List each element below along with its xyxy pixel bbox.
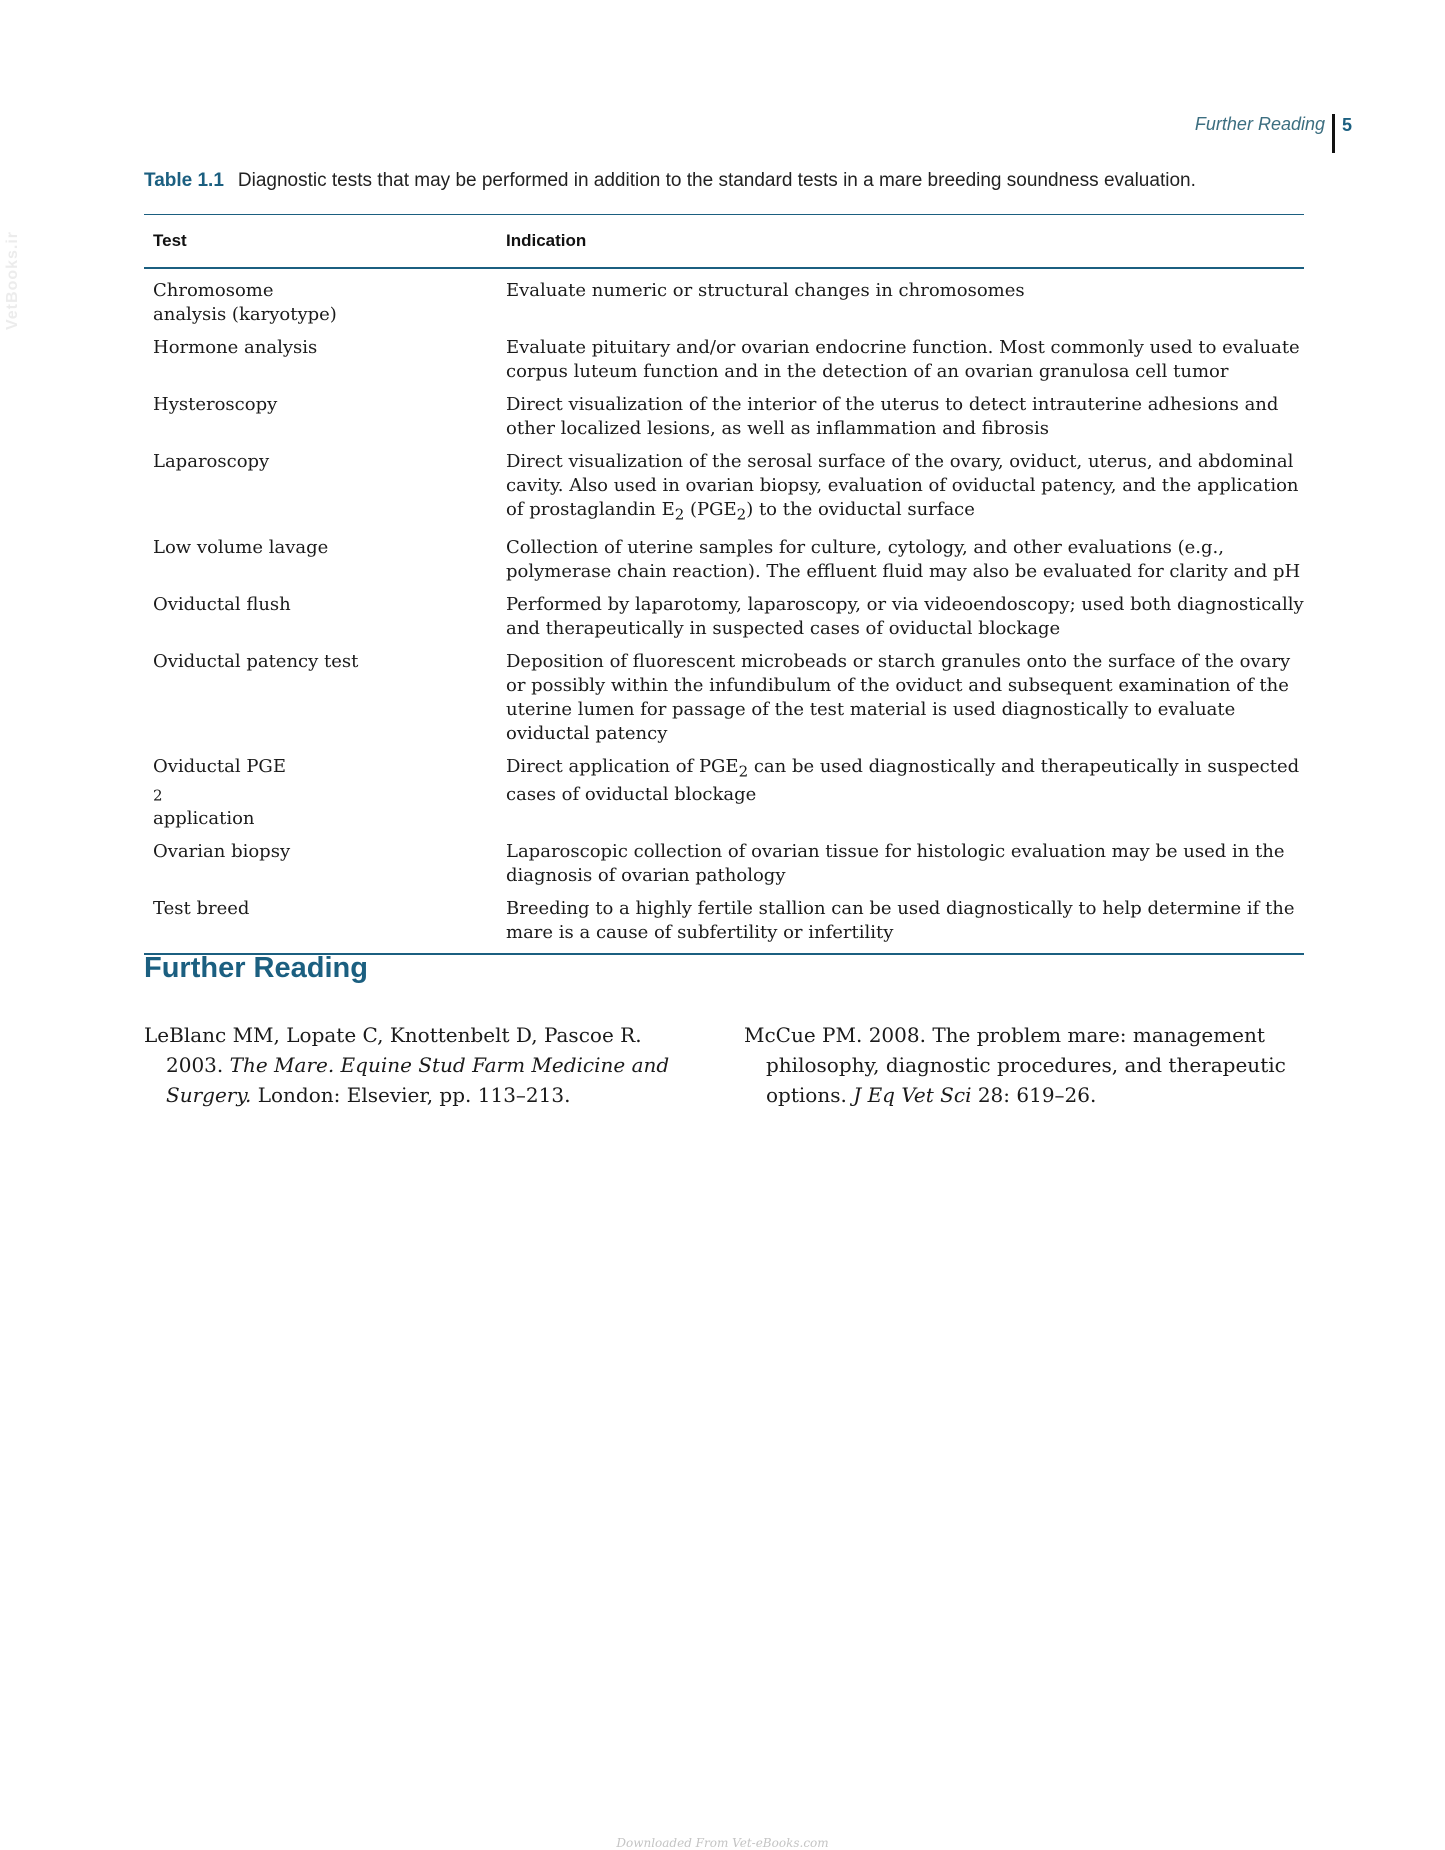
- test-cell: Hormone analysis: [153, 337, 318, 358]
- indication-cell: [497, 450, 1304, 536]
- table-row: [144, 897, 1304, 954]
- indication-text: can be used diagnostically and therapeutically in suspected cases of oviductal blockage: [506, 755, 1300, 806]
- table-row: [144, 840, 1304, 897]
- indication-cell: Evaluate pituitary and/or ovarian endocrine function. Most commonly used to evaluate corpus luteum function and in the detection of an ovarian granulosa cell tumor: [506, 337, 1300, 382]
- reference-authors: McCue PM. 2008. The problem mare: management philosophy, diagnostic procedures, and therapeutic options.: [744, 1023, 1286, 1107]
- test-cell: Ovarian biopsy: [153, 841, 291, 863]
- test-name: Chromosome analysis (karyotype): [153, 280, 337, 325]
- table-label: Table 1.1: [144, 170, 224, 191]
- subscript: 2: [674, 505, 685, 524]
- download-watermark: Downloaded From Vet-eBooks.com: [616, 1836, 829, 1850]
- indication-cell: [497, 755, 1304, 841]
- indication-cell: Direct visualization of the interior of the uterus to detect intrauterine adhesions and other localized lesions, as well as inflammation and fibrosis: [506, 394, 1279, 439]
- table-row: [144, 755, 1304, 841]
- table-caption-text: Diagnostic tests that may be performed in addition to the standard tests in a mare breeding soundness evaluation.: [237, 170, 1196, 191]
- test-cell: Low volume lavage: [153, 536, 329, 558]
- indication-cell: Breeding to a highly fertile stallion can be used diagnostically to help determine if the mare is a cause of subfertility or infertility: [497, 897, 1304, 954]
- indication-text: Direct visualization of the serosal surface of the ovary, oviduct, uterus, and abdominal cavity. Also used in ovarian biopsy, evaluation of oviductal patency, and the application of prostaglandin E: [506, 451, 1299, 520]
- page-number-rule: [1332, 114, 1335, 153]
- running-head: Further Reading: [1194, 114, 1325, 134]
- test-text: application: [153, 808, 255, 830]
- reference-rest: 28: 619–26.: [971, 1083, 1097, 1107]
- diagnostic-tests-table: [144, 214, 1304, 955]
- test-cell: [144, 268, 497, 336]
- test-text: Oviductal PGE: [153, 755, 286, 777]
- table-header-row: [144, 215, 1304, 269]
- reference-authors: LeBlanc MM, Lopate C, Knottenbelt D, Pascoe R. 2003.: [144, 1023, 642, 1077]
- reference-work: J Eq Vet Sci: [853, 1083, 972, 1107]
- indication-cell: Evaluate numeric or structural changes in chromosomes: [506, 280, 1025, 301]
- table-row: [144, 393, 1304, 450]
- table-row: [144, 336, 1304, 393]
- column-header-indication: Indication: [497, 215, 1304, 269]
- table-caption: [144, 170, 1304, 192]
- subscript: 2: [153, 786, 163, 805]
- reference-item: [744, 1020, 1296, 1110]
- side-watermark: VetBooks.ir: [4, 230, 21, 330]
- table-row: [144, 536, 1304, 593]
- further-reading-heading: Further Reading: [144, 952, 368, 984]
- test-cell: Test breed: [144, 897, 497, 954]
- test-cell: Oviductal flush: [153, 593, 291, 615]
- indication-cell: Performed by laparotomy, laparoscopy, or via videoendoscopy; used both diagnostically and therapeutically in suspected cases of oviductal blockage: [506, 593, 1304, 639]
- test-cell: [144, 755, 497, 841]
- column-header-test: Test: [144, 215, 497, 269]
- test-cell: Hysteroscopy: [153, 394, 278, 415]
- test-cell: Oviductal patency test: [153, 650, 359, 672]
- reference-work: The Mare. Equine Stud Farm Medicine and Surgery.: [166, 1053, 670, 1107]
- page-number: 5: [1342, 115, 1353, 135]
- indication-text: Direct application of PGE: [506, 755, 739, 777]
- indication-cell: Laparoscopic collection of ovarian tissue for histologic evaluation may be used in the diagnosis of ovarian pathology: [506, 841, 1285, 887]
- table-row: [144, 650, 1304, 755]
- indication-text: (PGE: [684, 499, 737, 520]
- indication-cell: Collection of uterine samples for culture, cytology, and other evaluations (e.g., polymerase chain reaction). The effluent fluid may also be evaluated for clarity and pH: [506, 536, 1301, 582]
- table-row: [144, 450, 1304, 536]
- table-row: [144, 593, 1304, 650]
- table-row: [144, 268, 1304, 336]
- subscript: 2: [736, 505, 747, 524]
- subscript: 2: [738, 762, 749, 781]
- reference-rest: London: Elsevier, pp. 113–213.: [251, 1083, 571, 1107]
- reference-item: [144, 1020, 696, 1110]
- indication-cell: Deposition of fluorescent microbeads or starch granules onto the surface of the ovary or possibly within the infundibulum of the oviduct and subsequent examination of the uterine lumen for passage of the test material is used diagnostically to evaluate oviductal patency: [506, 650, 1291, 744]
- test-cell: Laparoscopy: [153, 451, 270, 472]
- indication-text: ) to the oviductal surface: [746, 499, 975, 520]
